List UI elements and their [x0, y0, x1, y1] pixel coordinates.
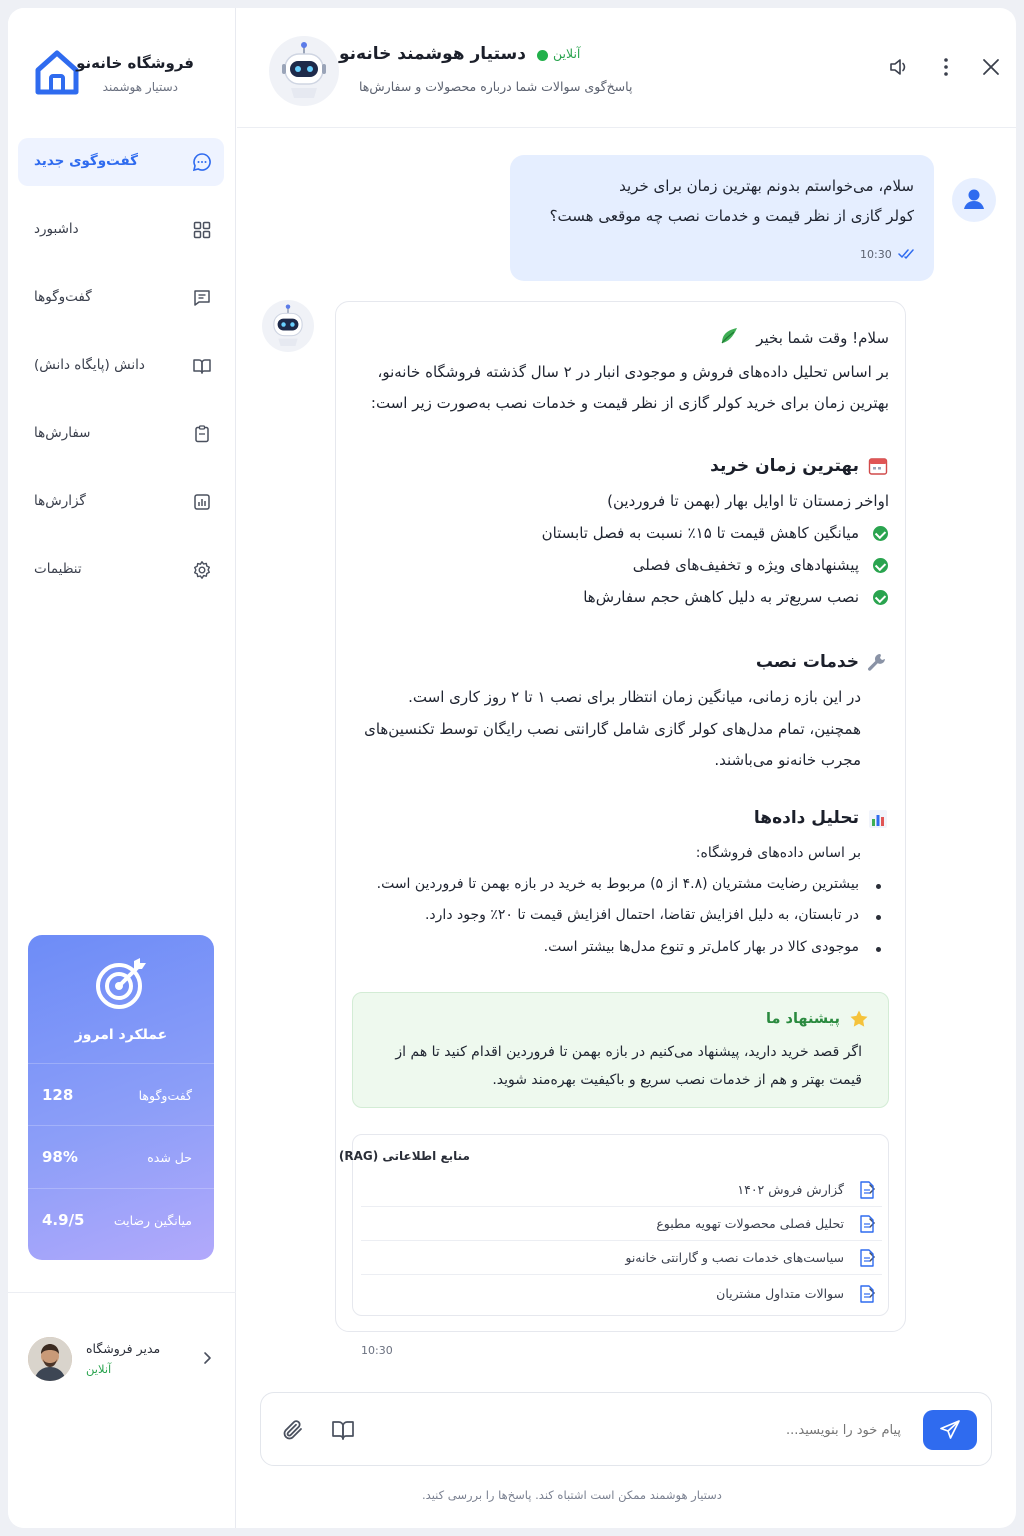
chat-subtitle: پاسخ‌گوی سوالات شما درباره محصولات و سفارش‌ها [359, 79, 633, 94]
document-icon [860, 1181, 874, 1199]
check-circle-icon [873, 590, 888, 605]
source-name: تحلیل فصلی محصولات تهویه مطبوع [656, 1216, 844, 1231]
install-heading: خدمات نصب [755, 652, 859, 672]
bar-chart-icon [192, 492, 212, 512]
document-icon [860, 1249, 874, 1267]
double-check-icon [898, 248, 916, 260]
house-logo-icon [34, 48, 80, 96]
best-time-point: نصب سریع‌تر به دلیل کاهش حجم سفارش‌ها [583, 588, 859, 606]
document-icon [860, 1285, 874, 1303]
source-item[interactable] [361, 1173, 882, 1207]
perf-value: 128 [42, 1086, 74, 1104]
target-icon [94, 957, 148, 1011]
bullet [876, 915, 881, 920]
source-item[interactable] [361, 1277, 882, 1311]
clipboard-icon [192, 424, 212, 444]
source-name: سوالات متداول مشتریان [716, 1286, 844, 1301]
avatar [28, 1337, 72, 1381]
perf-label: گفت‌وگوها [138, 1088, 192, 1103]
user-message-line: کولر گازی از نظر قیمت و خدمات نصب چه موقعی هست؟ [549, 207, 914, 225]
install-line: مجرب خانه‌نو می‌باشند. [714, 751, 861, 769]
performance-title: عملکرد امروز [74, 1027, 168, 1043]
source-name: گزارش فروش ۱۴۰۲ [737, 1182, 844, 1197]
paperclip-icon[interactable] [281, 1417, 307, 1443]
close-icon[interactable] [980, 56, 1002, 78]
leaf-icon [718, 324, 742, 346]
chat-bubble-icon [192, 152, 212, 172]
user-status: آنلاین [86, 1362, 112, 1376]
analysis-point: در تابستان، به دلیل افزایش تقاضا، احتمال افزایش قیمت تا ۲۰٪ وجود دارد. [424, 907, 859, 923]
sidebar-item-label: گفت‌وگوها [34, 289, 92, 305]
sidebar-item-new-chat[interactable] [18, 138, 224, 186]
bar-chart-icon [868, 809, 888, 829]
bot-message-card [335, 301, 906, 1332]
brand-title: فروشگاه خانه‌نو [76, 54, 194, 72]
gear-icon [192, 560, 212, 580]
sidebar [8, 8, 236, 1528]
bot-message-avatar [262, 300, 314, 352]
perf-row-satisfaction [28, 1188, 214, 1250]
brand-subtitle: دستیار هوشمند [102, 80, 178, 94]
suggestion-box [352, 992, 889, 1108]
bot-intro-line: بر اساس تحلیل داده‌های فروش و موجودی انبار در ۲ سال گذشته فروشگاه خانه‌نو، [377, 363, 889, 381]
sidebar-item-label: تنظیمات [34, 561, 82, 577]
best-time-desc: اواخر زمستان تا اوایل بهار (بهمن تا فروردین) [607, 492, 889, 510]
sidebar-item-label: گفت‌وگوی جدید [34, 153, 139, 169]
suggestion-line: قیمت بهتر و هم از خدمات نصب سریع و باکیفیت بهره‌مند شوید. [492, 1072, 862, 1088]
brand [34, 48, 224, 108]
perf-row-conversations [28, 1063, 214, 1125]
sources-heading: منابع اطلاعاتی (RAG) [338, 1149, 470, 1163]
source-name: سیاست‌های خدمات نصب و گارانتی خانه‌نو [625, 1250, 844, 1265]
robot-icon [262, 300, 314, 352]
app-window [8, 8, 1016, 1528]
chat-header [237, 8, 1016, 128]
online-dot [537, 50, 548, 61]
sidebar-item-dashboard[interactable] [18, 206, 224, 254]
source-item[interactable] [361, 1241, 882, 1275]
best-time-heading: بهترین زمان خرید [710, 456, 859, 476]
perf-label: حل شده [147, 1150, 192, 1165]
suggestion-title: پیشنهاد ما [766, 1011, 840, 1027]
bot-avatar [269, 36, 339, 106]
document-icon [860, 1215, 874, 1233]
source-item[interactable] [361, 1207, 882, 1241]
suggestion-line: اگر قصد خرید دارید، پیشنهاد می‌کنیم در بازه بهمن تا فروردین اقدام کنید تا هم از [395, 1044, 862, 1060]
robot-icon [269, 36, 339, 106]
analysis-heading: تحلیل داده‌ها [753, 808, 859, 828]
sidebar-item-label: داشبورد [34, 221, 79, 237]
send-icon [939, 1419, 961, 1441]
sidebar-item-conversations[interactable] [18, 274, 224, 322]
message-time: 10:30 [361, 1344, 393, 1357]
sidebar-item-orders[interactable] [18, 410, 224, 458]
send-button[interactable] [923, 1410, 977, 1450]
star-icon [849, 1009, 869, 1029]
best-time-point: میانگین کاهش قیمت تا ۱۵٪ نسبت به فصل تابستان [541, 524, 859, 542]
analysis-point: موجودی کالا در بهار کامل‌تر و تنوع مدل‌ها بیشتر است. [543, 939, 859, 955]
install-line: همچنین، تمام مدل‌های کولر گازی شامل گارانتی نصب رایگان توسط تکنسین‌های [364, 720, 861, 738]
perf-value: 4.9/5 [42, 1211, 85, 1229]
user-message-bubble [510, 155, 934, 281]
calendar-icon [868, 456, 888, 476]
user-avatar [952, 178, 996, 222]
perf-label: میانگین رضایت [113, 1213, 192, 1228]
wrench-icon [866, 652, 888, 674]
more-vertical-icon[interactable] [935, 56, 957, 78]
online-status: آنلاین [553, 46, 581, 61]
user-message-line: سلام، می‌خواستم بدونم بهترین زمان برای خرید [619, 177, 914, 195]
perf-value: 98% [42, 1148, 78, 1166]
message-time: 10:30 [860, 248, 892, 261]
check-circle-icon [873, 526, 888, 541]
analysis-point: بیشترین رضایت مشتریان (۴.۸ از ۵) مربوط به خرید در بازه بهمن تا فروردین است. [376, 876, 859, 892]
speaker-icon[interactable] [888, 56, 910, 78]
sidebar-item-label: دانش (پایگاه دانش) [34, 357, 145, 373]
sidebar-nav [18, 138, 224, 614]
sidebar-item-knowledge[interactable] [18, 342, 224, 390]
chevron-right-icon[interactable] [200, 1351, 214, 1365]
message-composer [260, 1392, 992, 1466]
best-time-point: پیشنهادهای ویژه و تخفیف‌های فصلی [632, 556, 859, 574]
sources-panel [338, 1134, 889, 1316]
disclaimer-text: دستیار هوشمند ممکن است اشتباه کند. پاسخ‌ها را بررسی کنید. [422, 1488, 722, 1502]
person-photo-icon [28, 1337, 72, 1381]
book-open-icon [192, 356, 212, 376]
user-profile[interactable] [8, 1292, 236, 1392]
bullet [876, 884, 881, 889]
sidebar-item-reports[interactable] [18, 478, 224, 526]
book-open-icon[interactable] [331, 1419, 355, 1441]
grid-icon [192, 220, 212, 240]
analysis-intro: بر اساس داده‌های فروشگاه: [695, 845, 861, 861]
install-line: در این بازه زمانی، میانگین زمان انتظار برای نصب ۱ تا ۲ روز کاری است. [408, 688, 861, 706]
bot-intro-line: بهترین زمان برای خرید کولر گازی از نظر قیمت و خدمات نصب به‌صورت زیر است: [370, 394, 889, 412]
bullet [876, 947, 881, 952]
message-square-icon [192, 288, 212, 308]
bot-greeting: سلام! وقت شما بخیر [756, 329, 889, 347]
user-name: مدیر فروشگاه [86, 1341, 161, 1356]
user-icon [952, 178, 996, 222]
chat-title: دستیار هوشمند خانه‌نو [338, 44, 526, 64]
sidebar-item-label: گزارش‌ها [34, 493, 86, 509]
performance-card [28, 935, 214, 1260]
message-input[interactable] [381, 1411, 911, 1449]
sidebar-item-settings[interactable] [18, 546, 224, 594]
check-circle-icon [873, 558, 888, 573]
sidebar-item-label: سفارش‌ها [34, 425, 91, 441]
perf-row-resolved [28, 1125, 214, 1187]
